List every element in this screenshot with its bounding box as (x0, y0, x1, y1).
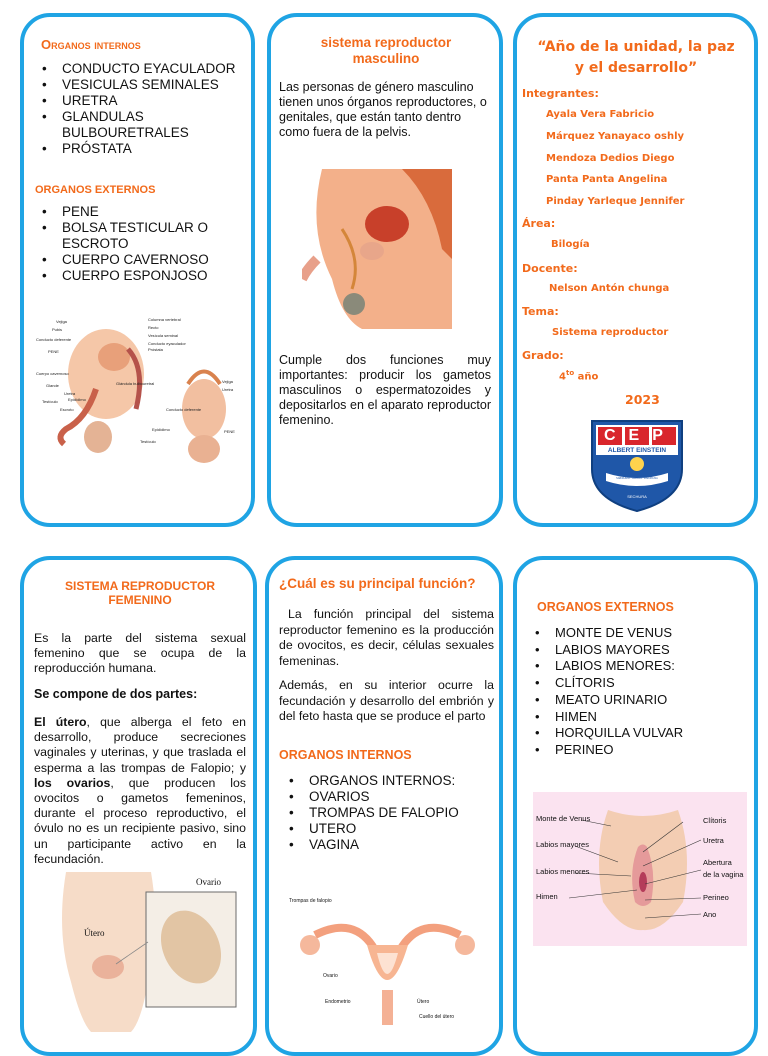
label-abertura-1: Abertura (703, 858, 732, 867)
logo-ribbon: SABIDURÍA · CIENCIA · DISCIPLINA (616, 477, 658, 480)
panel-funcion (265, 556, 503, 1056)
label-endometrio: Endometrio (325, 999, 351, 1005)
intro-paragraph: Las personas de género masculino tienen unos órganos reproductores, o genitales, que están tanto dentro como fuera de la pelvis. (279, 80, 487, 139)
uterus-image (285, 895, 490, 1025)
diagram-label: Recto (148, 325, 159, 330)
grado-label: Grado: (522, 349, 564, 362)
diagram-label: Vejiga (222, 379, 233, 384)
member: Ayala Vera Fabricio (546, 109, 655, 120)
label-ano: Ano (703, 910, 717, 919)
internal-organs-list (32, 61, 247, 157)
panel-sistema-femenino (20, 556, 257, 1056)
panel-title: ORGANOS EXTERNOS (537, 600, 674, 614)
diagram-label: Escroto (60, 407, 74, 412)
list-item: • URETRA (32, 93, 247, 109)
list-item: • PERINEO (525, 742, 750, 759)
diagram-label: Uretra (64, 391, 76, 396)
list-item: • GLANDULAS BULBOURETRALES (32, 109, 247, 141)
diagram-label: PENE (48, 349, 59, 354)
list-item: • VESICULAS SEMINALES (32, 77, 247, 93)
diagram-label: Pubis (52, 327, 63, 332)
diagram-label: Cuerpo cavernoso (36, 371, 69, 376)
tema-label: Tema: (522, 305, 559, 318)
label-utero: Útero (417, 999, 430, 1005)
panel-title: SISTEMA REPRODUCTOR FEMENINO (64, 579, 215, 607)
panel-cover (513, 13, 758, 527)
label-trompas: Trompas de falopio (289, 898, 332, 904)
label-monte: Monte de Venus (536, 814, 591, 823)
diagram-label: Conducto deferente (166, 407, 202, 412)
motto: “Año de la unidad, la paz y el desarrollo” (537, 39, 735, 76)
vulva-diagram (533, 792, 747, 946)
external-organs-title: ORGANOS EXTERNOS (35, 184, 156, 196)
diagram-label: Testículo (42, 399, 58, 404)
external-organs-list (32, 204, 247, 284)
diagram-label: Epidídimo (152, 427, 170, 432)
diagram-label: Testículo (140, 439, 156, 444)
logo-school-name: ALBERT EINSTEIN (607, 447, 667, 454)
parts-heading: Se compone de dos partes: (34, 687, 198, 701)
male-sagittal-image (302, 169, 452, 329)
docente-label: Docente: (522, 262, 578, 275)
list-item: • VAGINA (279, 837, 494, 853)
label-labios-mayores: Labios mayores (536, 840, 589, 849)
diagram-label: Columna vertebral (148, 317, 181, 322)
label-perineo: Perineo (703, 893, 729, 902)
area-label: Área: (522, 217, 556, 230)
function-paragraph: La función principal del sistema reproductor femenino es la producción de ovocitos, es decir, células sexuales femeninas. (279, 607, 494, 668)
diagram-label: Conducto deferente (36, 337, 72, 342)
fecundation-paragraph: Además, en su interior ocurre la fecundación y desarrollo del embrión y del feto hasta que se produce el parto (279, 678, 494, 723)
list-item: • HORQUILLA VULVAR (525, 725, 750, 742)
list-item: • LABIOS MAYORES (525, 642, 750, 659)
panel-sistema-masculino (267, 13, 503, 527)
diagram-label: Epidídimo (68, 397, 86, 402)
internal-organs-list (279, 773, 494, 853)
diagram-label: Próstata (148, 347, 163, 352)
panel-organos-masculinos (20, 13, 255, 527)
list-item: • OVARIOS (279, 789, 494, 805)
docente-value: Nelson Antón chunga (549, 283, 670, 294)
panel-organos-externos-fem (513, 556, 758, 1056)
label-uretra: Uretra (703, 836, 724, 845)
label-utero: Útero (84, 928, 105, 938)
diagram-label: Glande (46, 383, 59, 388)
list-item: • PRÓSTATA (32, 141, 247, 157)
member: Mendoza Dedios Diego (546, 153, 675, 164)
list-item: • UTERO (279, 821, 494, 837)
member: Panta Panta Angelina (546, 174, 668, 185)
logo-cep: CEP (604, 427, 676, 444)
diagram-label: Uretra (222, 387, 234, 392)
panel-title: sistema reproductor masculino (320, 35, 452, 66)
label-abertura-2: de la vagina (703, 870, 744, 879)
label-cuello: Cuello del útero (419, 1014, 455, 1020)
grado-value: $4^{to}$ año (559, 369, 599, 383)
list-item: • LABIOS MENORES: (525, 658, 750, 675)
label-ovario: Ovario (323, 973, 338, 979)
label-labios-menores: Labios menores (536, 867, 590, 876)
tema-value: Sistema reproductor (552, 327, 669, 338)
label-clitoris: Clítoris (703, 816, 727, 825)
list-item: • BOLSA TESTICULAR O ESCROTO (32, 220, 247, 252)
parts-paragraph: El útero, que alberga el feto en desarrollo, produce secreciones vaginales y uterinas, y que traslada el esperma a las trompas de Falopio; y los ovarios, que producen los ovocitos o gametos femeninos, durante el proceso reproductivo, el óvulo no es un recipiente pasivo, sino un participante activo en la fecundación. (34, 715, 246, 866)
list-item: • TROMPAS DE FALOPIO (279, 805, 494, 821)
panel-title: ¿Cuál es su principal función? (279, 576, 476, 591)
integrantes-label: Integrantes: (522, 87, 599, 100)
diagram-label: Conducto eyaculador (148, 341, 186, 346)
list-item: • CONDUCTO EYACULADOR (32, 61, 247, 77)
female-anatomy-image (36, 872, 246, 1032)
list-item: • MONTE DE VENUS (525, 625, 750, 642)
list-item: • PENE (32, 204, 247, 220)
label-himen: Himen (536, 892, 558, 901)
member: Pinday Yarleque Jennifer (546, 196, 685, 207)
year: 2023 (625, 392, 660, 407)
male-anatomy-diagram (36, 309, 241, 474)
intro-paragraph: Es la parte del sistema sexual femenino que se ocupa de la reproducción humana. (34, 631, 246, 675)
external-organs-list (525, 625, 750, 759)
list-item: • ORGANOS INTERNOS: (279, 773, 494, 789)
list-item: • CLÍTORIS (525, 675, 750, 692)
internal-organs-title: ORGANOS INTERNOS (279, 748, 412, 762)
diagram-label: Glándula bulbouretral (116, 381, 155, 386)
member: Márquez Yanayaco oshly (546, 131, 685, 142)
diagram-label: Vejiga (56, 319, 67, 324)
label-ovario: Ovario (196, 877, 221, 887)
list-item: • HIMEN (525, 709, 750, 726)
logo-city: SECHURA (627, 494, 647, 499)
diagram-label: PENE (224, 429, 235, 434)
list-item: • CUERPO CAVERNOSO (32, 252, 247, 268)
school-logo (588, 417, 686, 513)
internal-organs-title: Organos internos (41, 37, 141, 52)
area-value: Bilogía (551, 239, 590, 250)
list-item: • CUERPO ESPONJOSO (32, 268, 247, 284)
functions-paragraph: Cumple dos funciones muy importantes: producir los gametos masculinos o espermatozoides y depositarlos en el aparato reproductor femenino. (279, 353, 491, 427)
list-item: • MEATO URINARIO (525, 692, 750, 709)
diagram-label: Vesícula seminal (148, 333, 179, 338)
